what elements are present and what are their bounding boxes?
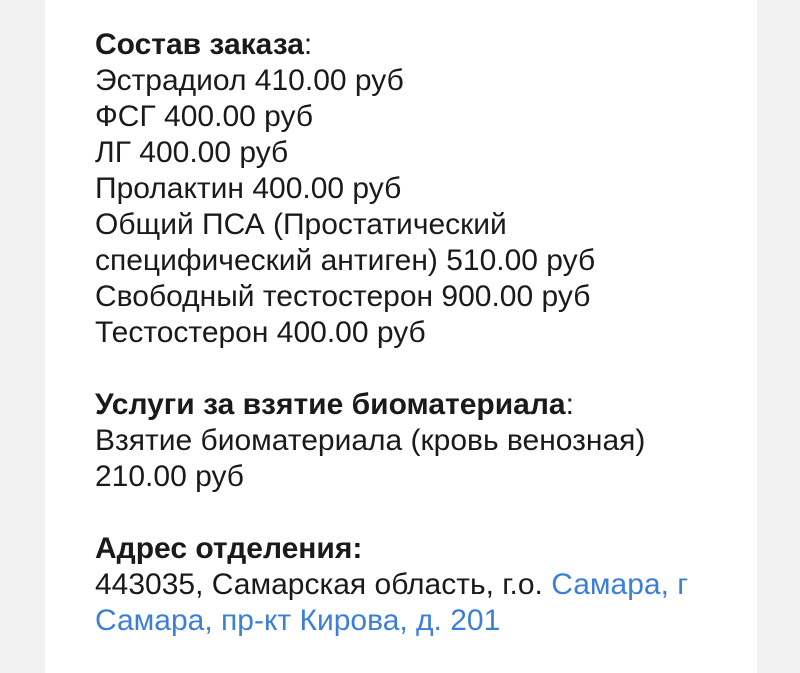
address-line-2 — [95, 603, 735, 639]
order-item: Свободный тестостерон 900.00 руб — [95, 280, 591, 313]
address-map-link[interactable]: Самара, г — [551, 568, 689, 601]
order-heading-line — [95, 27, 735, 63]
order-heading-colon: : — [303, 28, 313, 61]
section-spacer — [95, 351, 735, 387]
order-item: Тестостерон 400.00 руб — [95, 316, 426, 349]
order-item: Общий ПСА (Простатический — [95, 208, 507, 241]
order-item: специфический антиген) 510.00 руб — [95, 244, 596, 277]
message-card — [45, 0, 757, 673]
order-item: ЛГ 400.00 руб — [95, 136, 289, 169]
order-item: Эстрадиол 410.00 руб — [95, 64, 404, 97]
services-heading: Услуги за взятие биоматериала — [95, 388, 566, 421]
order-heading: Состав заказа — [95, 28, 304, 61]
order-details — [95, 27, 735, 639]
address-line-1 — [95, 567, 735, 603]
service-line: Взятие биоматериала (кровь венозная) — [95, 424, 646, 457]
service-price: 210.00 руб — [95, 460, 244, 493]
address-map-link-continued[interactable]: Самара, пр-кт Кирова, д. 201 — [95, 604, 501, 637]
services-heading-colon: : — [565, 388, 574, 421]
services-heading-line — [95, 387, 735, 423]
order-item: ФСГ 400.00 руб — [95, 100, 314, 133]
address-heading: Адрес отделения: — [95, 532, 363, 565]
address-prefix: 443035, Самарская область, г.о. — [95, 568, 552, 601]
order-item: Пролактин 400.00 руб — [95, 172, 402, 205]
section-spacer — [95, 495, 735, 531]
